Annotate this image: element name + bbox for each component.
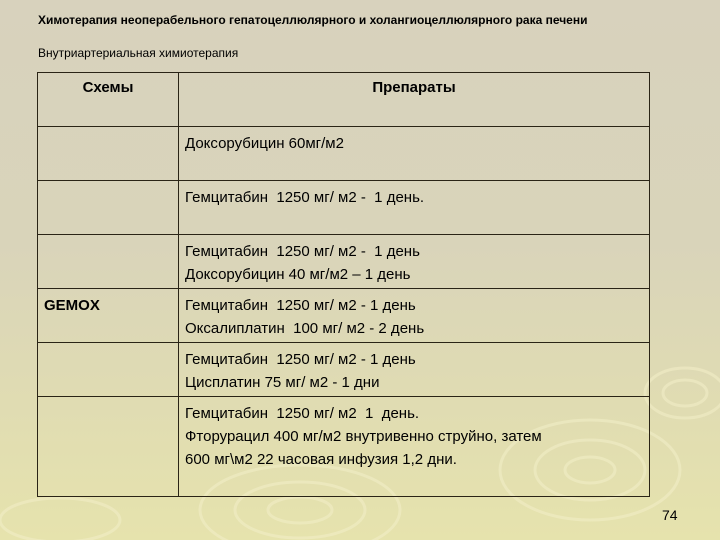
scheme-cell: [38, 127, 179, 181]
drug-line: Доксорубицин 60мг/м2: [185, 135, 344, 152]
scheme-cell-gemox: GEMOX: [38, 289, 179, 343]
header-schemes: Схемы: [38, 73, 179, 127]
slide-subtitle: Внутриартериальная химиотерапия: [38, 46, 239, 60]
drugs-cell: [179, 343, 650, 397]
drugs-cell: [179, 181, 650, 235]
scheme-cell: [38, 343, 179, 397]
drug-line: 600 мг\м2 22 часовая инфузия 1,2 дни.: [185, 451, 457, 468]
table-row: [38, 127, 650, 181]
page-number: 74: [662, 507, 678, 523]
table-row: [38, 181, 650, 235]
drug-line: Гемцитабин 1250 мг/ м2 - 1 день: [185, 351, 416, 368]
drugs-cell: [179, 127, 650, 181]
drug-line: Цисплатин 75 мг/ м2 - 1 дни: [185, 374, 380, 391]
header-drugs: Препараты: [179, 73, 650, 127]
drugs-cell: [179, 397, 650, 497]
regimens-table: [37, 72, 650, 497]
drug-line: Гемцитабин 1250 мг/ м2 - 1 день: [185, 297, 416, 314]
drug-line: Гемцитабин 1250 мг/ м2 1 день.: [185, 405, 420, 422]
table-row: [38, 397, 650, 497]
scheme-cell: [38, 181, 179, 235]
table-header-row: [38, 73, 650, 127]
drugs-cell: [179, 289, 650, 343]
scheme-cell: [38, 397, 179, 497]
table-row: [38, 235, 650, 289]
drug-line: Доксорубицин 40 мг/м2 – 1 день: [185, 266, 411, 283]
drugs-cell: [179, 235, 650, 289]
drug-line: Фторурацил 400 мг/м2 внутривенно струйно, затем: [185, 428, 542, 445]
table-row: [38, 343, 650, 397]
table-row: [38, 289, 650, 343]
drug-line: Гемцитабин 1250 мг/ м2 - 1 день.: [185, 189, 425, 206]
drug-line: Оксалиплатин 100 мг/ м2 - 2 день: [185, 320, 425, 337]
scheme-cell: [38, 235, 179, 289]
drug-line: Гемцитабин 1250 мг/ м2 - 1 день: [185, 243, 420, 260]
slide-title: Химотерапия неоперабельного гепатоцеллюлярного и холангиоцеллюлярного рака печени: [38, 13, 588, 27]
